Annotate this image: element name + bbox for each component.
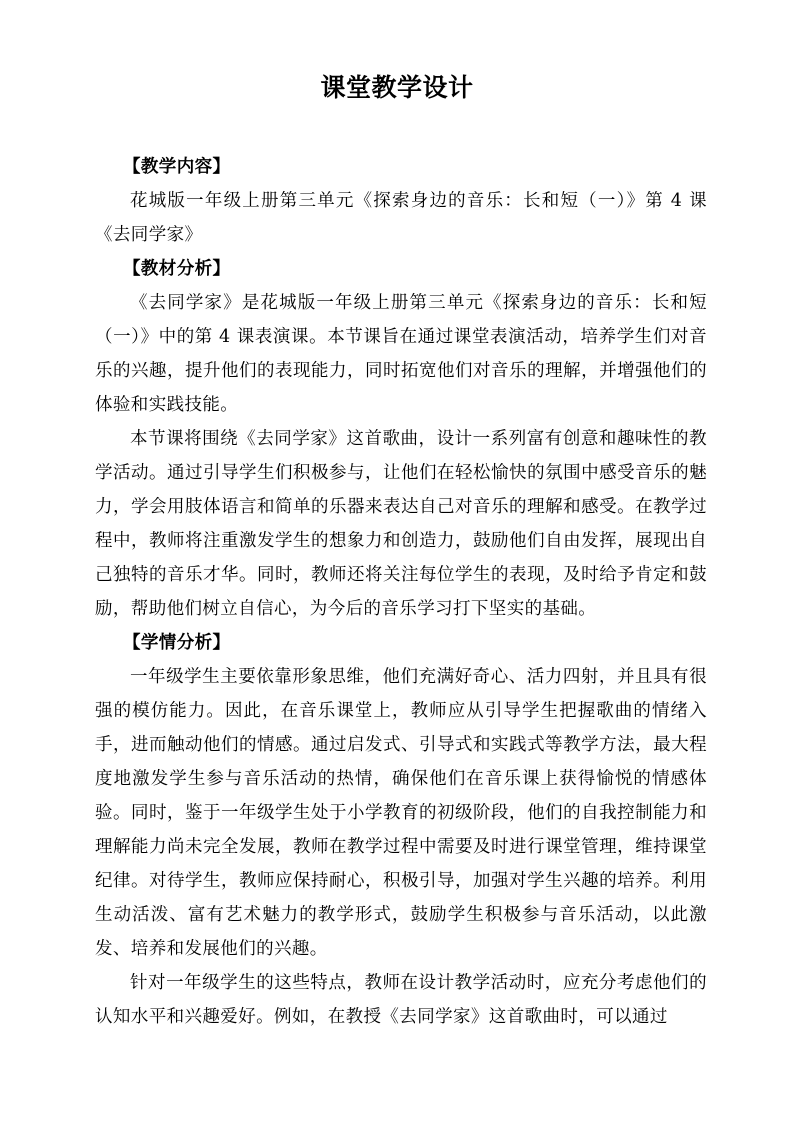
paragraph: 本节课将围绕《去同学家》这首歌曲，设计一系列富有创意和趣味性的教学活动。通过引导学生们积极参与，让他们在轻松愉快的氛围中感受音乐的魅力，学会用肢体语言和简单的乐器来表达自己对音乐的理解和感受。在教学过程中，教师将注重激发学生的想象力和创造力，鼓励他们自由发挥，展现出自己独特的音乐才华。同时，教师还将关注每位学生的表现，及时给予肯定和鼓励，帮助他们树立自信心，为今后的音乐学习打下坚实的基础。: [95, 429, 707, 619]
section-heading: 【教学内容】: [123, 157, 231, 177]
paragraph: 《去同学家》是花城版一年级上册第三单元《探索身边的音乐：长和短（一）》中的第 4 课表演课。本节课旨在通过课堂表演活动，培养学生们对音乐的兴趣，提升他们的表现能力，同时拓宽他们对音乐的理解，并增强他们的体验和实践技能。: [95, 293, 707, 415]
paragraph: 针对一年级学生的这些特点，教师在设计教学活动时，应充分考虑他们的认知水平和兴趣爱好。例如，在教授《去同学家》这首歌曲时，可以通过: [95, 973, 707, 1027]
paragraph: 花城版一年级上册第三单元《探索身边的音乐：长和短（一）》第 4 课《去同学家》: [95, 191, 707, 245]
page-title: 课堂教学设计: [320, 73, 474, 102]
paragraph: 一年级学生主要依靠形象思维，他们充满好奇心、活力四射，并且具有很强的模仿能力。因此，在音乐课堂上，教师应从引导学生把握歌曲的情绪入手，进而触动他们的情感。通过启发式、引导式和实践式等教学方法，最大程度地激发学生参与音乐活动的热情，确保他们在音乐课上获得愉悦的情感体验。同时，鉴于一年级学生处于小学教育的初级阶段，他们的自我控制能力和理解能力尚未完全发展，教师在教学过程中需要及时进行课堂管理，维持课堂纪律。对待学生，教师应保持耐心，积极引导，加强对学生兴趣的培养。利用生动活泼、富有艺术魅力的教学形式，鼓励学生积极参与音乐活动，以此激发、培养和发展他们的兴趣。: [95, 667, 707, 959]
section-student-analysis: [95, 626, 707, 1034]
section-material-analysis: [95, 252, 707, 626]
section-heading: 【学情分析】: [123, 633, 231, 653]
section-heading: 【教材分析】: [123, 259, 231, 279]
section-teaching-content: [95, 150, 707, 252]
document-body: [95, 150, 707, 1034]
